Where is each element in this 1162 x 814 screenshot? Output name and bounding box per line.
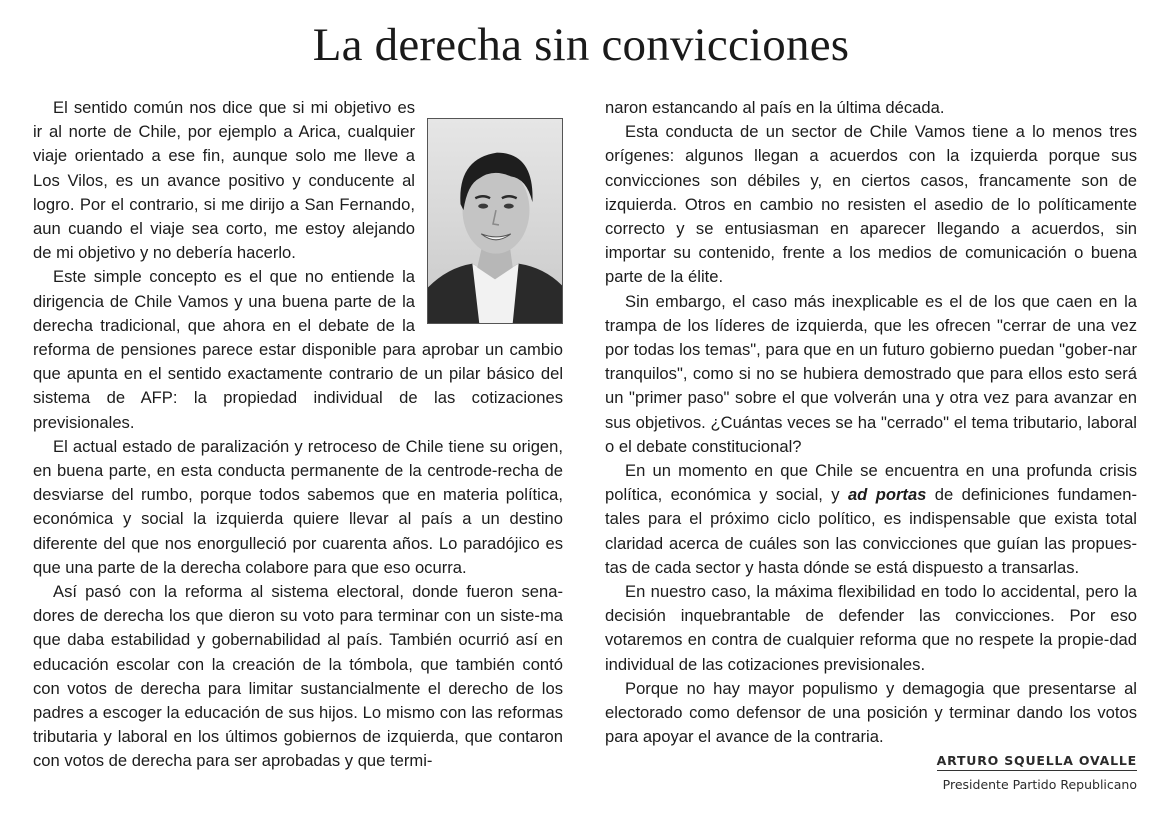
byline: [937, 750, 1137, 792]
portrait-photo: [427, 118, 563, 324]
paragraph: En nuestro caso, la máxima flexibilidad en todo lo accidental, pero la decisión inquebrantable de defender las convicciones. Por eso votaremos en contra de cualquier reforma que no respete la propie-dad individual de las cotizaciones previsionales.: [605, 582, 1137, 674]
paragraph: Sin embargo, el caso más inexplicable es el de los que caen en la trampa de los líderes de izquierda, que les ofrecen "cerrar de una vez por todas los temas", para que en un futuro gobierno puedan "gober-nar tranquilos", como si no se hubiera demostrado que para ellos esto será un "primer paso" sobre el que volverán una y otra vez para avanzar en sus objetivos. ¿Cuántas veces se ha "cerrado" el tema tributario, laboral o el debate constitucional?: [605, 291, 1137, 456]
paragraph: Esta conducta de un sector de Chile Vamos tiene a lo menos tres orígenes: algunos llegan a acuerdos con la izquierda porque sus convicciones son débiles y, en ciertos casos, francamente son de izquierda. Otros en cambio no resisten el asedio de lo políticamente correcto y se entusiasman en aparecer llegando a acuerdos, sin importar su contenido, frente a los medios de comunicación o buena parte de la élite.: [605, 122, 1137, 287]
paragraph: Así pasó con la reforma al sistema electoral, donde fueron sena-dores de derecha los que dieron su voto para terminar con un siste-ma que daba estabilidad y gobernabilidad al país. También ocurrió así en educación escolar con la creación de la tómbola, que también contó con votos de derecha para limitar sustancialmente el derecho de los padres a escoger la educación de sus hijos. Lo mismo con las reformas tributaria y laboral en los últimos gobiernos de izquierda, que contaron con votos de derecha para ser aprobadas y que termi-: [33, 582, 563, 771]
left-column: [33, 96, 563, 774]
paragraph: Este simple concepto es el que no entiende la dirigencia de Chile Vamos y una buena parte de la derecha tradicional, que ahora en el debate de la reforma de pensiones parece estar disponible para aprobar un cambio que apunta en el sentido exactamente contrario de un pilar básico del sistema de AFP: la propiedad individual de las cotizaciones previsionales.: [33, 267, 563, 432]
right-column: [605, 96, 1137, 749]
paragraph-text: de definiciones fundamen-tales para el próximo ciclo político, es indispensable que exista total claridad acerca de cuáles son las convicciones que guían las propues-tas de cada sector y hasta dónde se está dispuesto a transarlas.: [605, 485, 1137, 577]
author-role: Presidente Partido Republicano: [942, 777, 1137, 792]
headline: La derecha sin convicciones: [312, 19, 850, 71]
paragraph: Porque no hay mayor populismo y demagogia que presentarse al electorado como defensor de una posición y terminar dando los votos para apoyar el avance de la contraria.: [605, 678, 1137, 747]
paragraph: [605, 459, 1137, 580]
paragraph: El sentido común nos dice que si mi objetivo es ir al norte de Chile, por ejemplo a Arica, cualquier viaje orientado a ese fin, aunque solo me lleve a Los Vilos, es un avance positivo y conducente al logro. Por el contrario, si me dirijo a San Fernando, aun cuando el viaje sea corto, me estoy alejando de mi objetivo y no debería hacerlo.: [33, 98, 415, 263]
author-name: ARTURO SQUELLA OVALLE: [937, 753, 1137, 771]
paragraph-continuation: naron estancando al país en la última década.: [605, 98, 945, 117]
paragraph: El actual estado de paralización y retroceso de Chile tiene su origen, en buena parte, en esta conducta permanente de la centrode-recha de desviarse del rumbo, porque todos sabemos que en materia política, económica y social la izquierda quiere llevar al país a un destino diferente del que nos enorgulleció por cuarenta años. Lo paradójico es que una parte de la derecha colabore para que eso ocurra.: [33, 436, 563, 577]
paragraph-text: En un momento en que Chile se encuentra en una profunda crisis política, económica y social, y: [605, 461, 1137, 505]
portrait-icon: [428, 119, 562, 323]
emphasis-text: ad portas: [847, 485, 927, 505]
